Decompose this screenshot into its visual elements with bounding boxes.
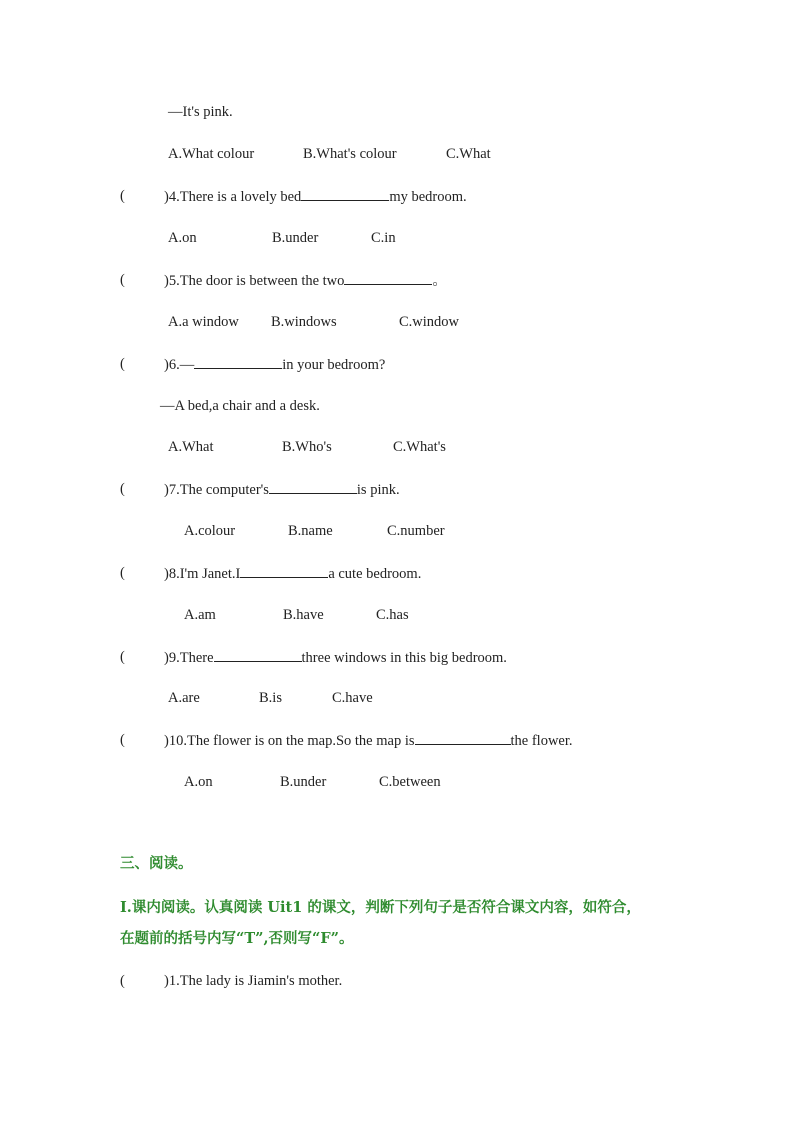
- q9-text-after: three windows in this big bedroom.: [301, 650, 507, 666]
- q10-text-after: the flower.: [510, 733, 573, 749]
- q9-option-c: C.have: [332, 690, 373, 706]
- q3-option-a: A.What colour: [168, 146, 255, 162]
- q8-text-after: a cute bedroom.: [328, 566, 422, 582]
- q8-option-c: C.has: [376, 607, 409, 623]
- q10-option-b: B.under: [280, 774, 327, 790]
- q4-option-b: B.under: [272, 230, 319, 246]
- q10-paren-close: ): [164, 733, 169, 749]
- q3-answer: —It's pink.: [168, 104, 233, 120]
- q4-option-c: C.in: [371, 230, 396, 246]
- q9-paren-open: (: [120, 649, 125, 665]
- q3-option-c: C.What: [446, 146, 491, 162]
- q6-answer: —A bed,a chair and a desk.: [160, 398, 320, 414]
- q4-text-after: my bedroom.: [389, 189, 467, 205]
- q7-paren-close: ): [164, 482, 169, 498]
- q7-option-c: C.number: [387, 523, 445, 539]
- q6-text-after: in your bedroom?: [282, 357, 386, 373]
- q8-option-b: B.have: [283, 607, 324, 623]
- q10-option-a: A.on: [184, 774, 213, 790]
- q9-option-a: A.are: [168, 690, 200, 706]
- r1-paren-open: (: [120, 973, 125, 989]
- q10-blank: [415, 730, 511, 745]
- q5-option-b: B.windows: [271, 314, 337, 330]
- q5-option-c: C.window: [399, 314, 460, 330]
- q10-text-before: The flower is on the map.So the map is: [186, 733, 415, 749]
- q6-blank: [194, 354, 282, 369]
- q5-paren-close: ): [164, 273, 169, 289]
- q9-stem: [164, 647, 507, 668]
- q3-option-b: B.What's colour: [303, 146, 397, 162]
- q8-text-before: I'm Janet.I: [179, 566, 241, 582]
- q6-option-a: A.What: [168, 439, 214, 455]
- q4-paren-open: (: [120, 188, 125, 204]
- q7-text-after: is pink.: [356, 482, 400, 498]
- q6-paren-close: ): [164, 357, 169, 373]
- q5-option-a: A.a window: [168, 314, 239, 330]
- q10-paren-open: (: [120, 732, 125, 748]
- q10-stem: [164, 730, 573, 751]
- q7-stem: [164, 479, 400, 500]
- q9-paren-close: ): [164, 650, 169, 666]
- q5-number: 5.: [168, 273, 180, 289]
- q5-paren-open: (: [120, 272, 125, 288]
- section-title: 三、阅读。: [120, 855, 193, 872]
- q7-number: 7.: [168, 482, 180, 498]
- q6-paren-open: (: [120, 356, 125, 372]
- q9-text-before: There: [179, 650, 214, 666]
- q8-blank: [240, 563, 328, 578]
- q5-text-after: 。: [432, 273, 447, 289]
- q8-number: 8.: [168, 566, 180, 582]
- q9-number: 9.: [168, 650, 180, 666]
- q4-stem: [164, 186, 467, 207]
- q9-option-b: B.is: [259, 690, 282, 706]
- reading-instruction-line1: I.课内阅读。认真阅读 Uit1 的课文，判断下列句子是否符合课文内容，如符合，: [120, 899, 641, 916]
- q10-number: 10.: [168, 733, 187, 749]
- q8-option-a: A.am: [184, 607, 216, 623]
- q5-stem: [164, 270, 447, 291]
- q6-stem: [164, 354, 385, 375]
- q4-option-a: A.on: [168, 230, 197, 246]
- q9-blank: [214, 647, 302, 662]
- q7-text-before: The computer's: [179, 482, 269, 498]
- q8-stem: [164, 563, 421, 584]
- q4-text-before: There is a lovely bed: [179, 189, 302, 205]
- q10-option-c: C.between: [379, 774, 441, 790]
- q6-option-b: B.Who's: [282, 439, 332, 455]
- r1-number: 1.: [168, 973, 180, 989]
- r1-paren-close: ): [164, 973, 169, 989]
- q4-blank: [301, 186, 389, 201]
- q5-text-before: The door is between the two: [179, 273, 345, 289]
- q4-paren-close: ): [164, 189, 169, 205]
- q6-option-c: C.What's: [393, 439, 446, 455]
- q6-number: 6.: [168, 357, 180, 373]
- q6-text-before: —: [179, 357, 195, 373]
- q5-blank: [344, 270, 432, 285]
- q7-paren-open: (: [120, 481, 125, 497]
- q7-option-a: A.colour: [184, 523, 236, 539]
- q4-number: 4.: [168, 189, 180, 205]
- q8-paren-close: ): [164, 566, 169, 582]
- q7-option-b: B.name: [288, 523, 333, 539]
- q7-blank: [269, 479, 357, 494]
- q8-paren-open: (: [120, 565, 125, 581]
- reading-instruction-line2: 在题前的括号内写“T”,否则写“F”。: [120, 930, 354, 947]
- r1-stem: [164, 971, 342, 991]
- r1-text: The lady is Jiamin's mother.: [179, 973, 343, 989]
